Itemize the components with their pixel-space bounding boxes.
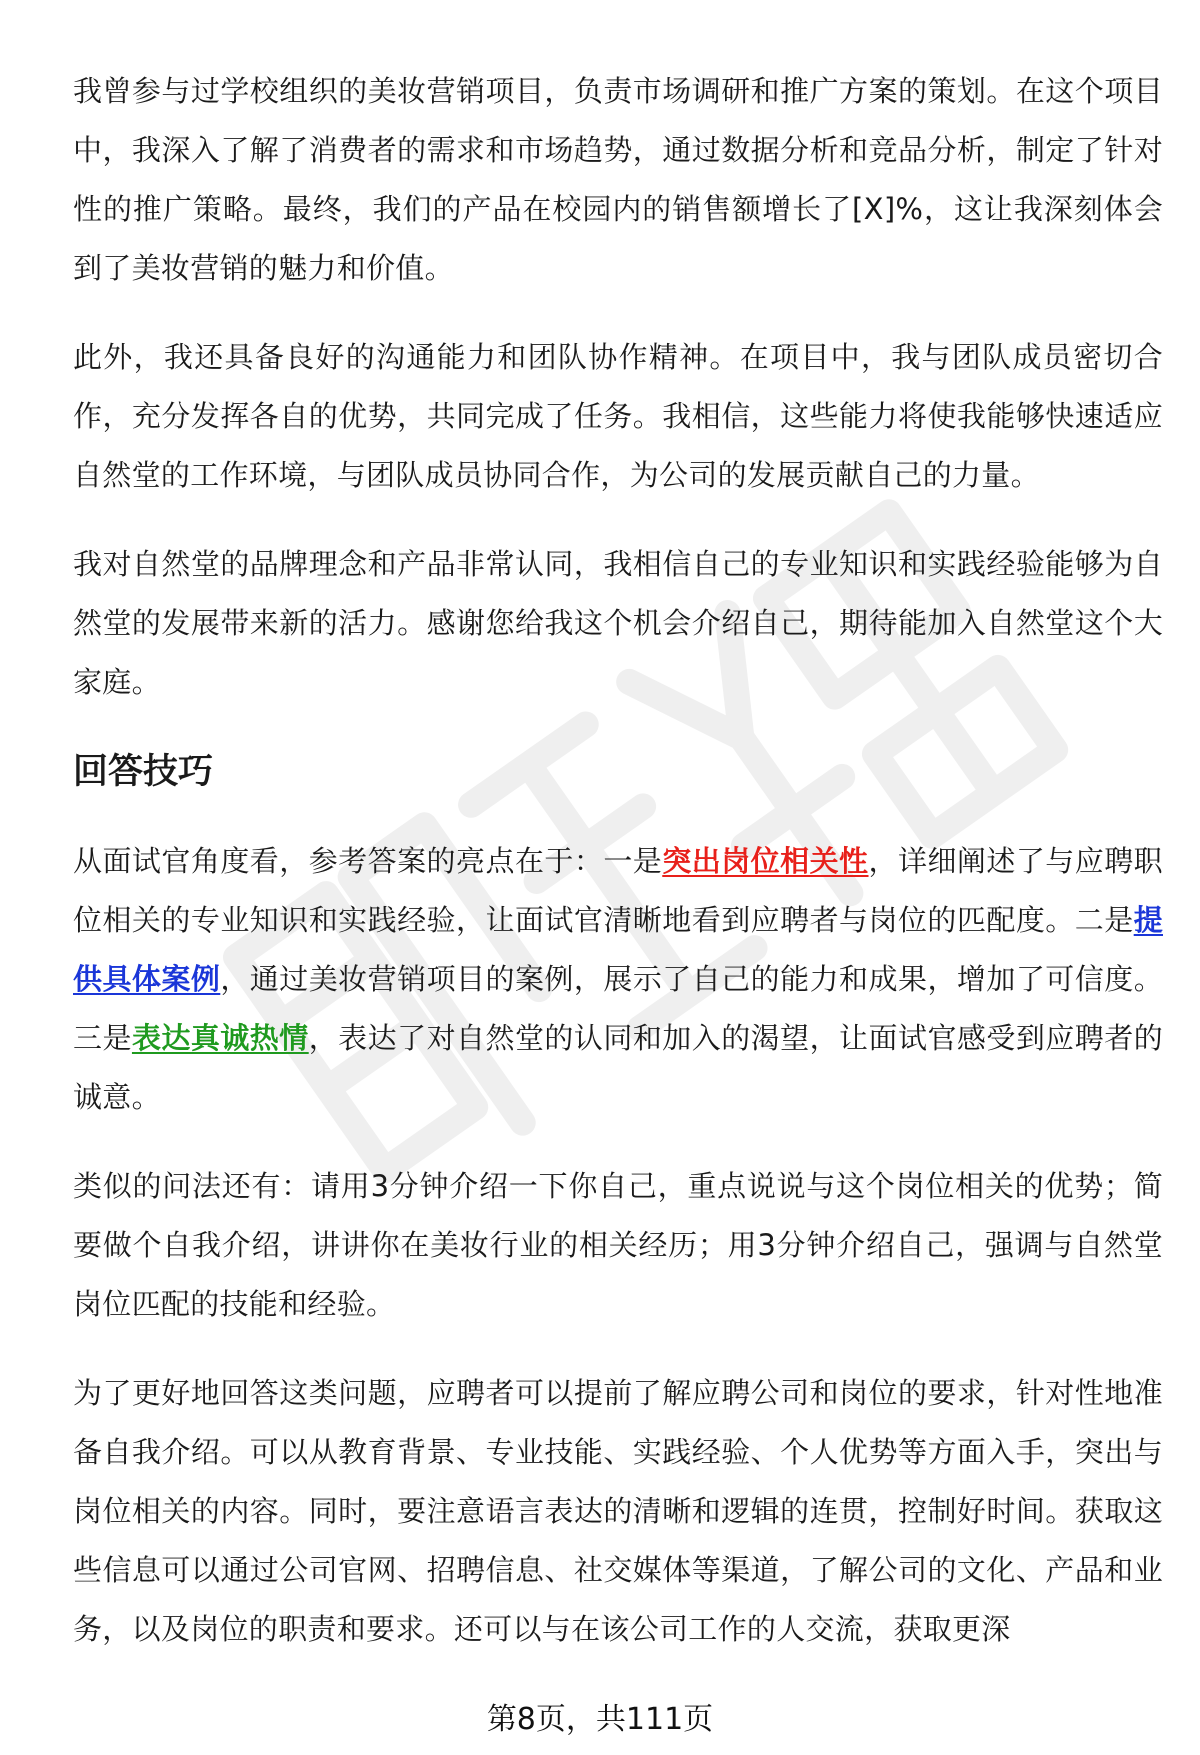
paragraph-tips	[73, 832, 1163, 1127]
paragraph-similar-questions: 类似的问法还有：请用3分钟介绍一下你自己，重点说说与这个岗位相关的优势；简要做个自我介绍，讲讲你在美妆行业的相关经历；用3分钟介绍自己，强调与自然堂岗位匹配的技能和经验。	[73, 1169, 1163, 1321]
document-body	[73, 62, 1163, 1689]
paragraph-teamwork: 此外，我还具备良好的沟通能力和团队协作精神。在项目中，我与团队成员密切合作，充分发挥各自的优势，共同完成了任务。我相信，这些能力将使我能够快速适应自然堂的工作环境，与团队成员协同合作，为公司的发展贡献自己的力量。	[73, 340, 1163, 492]
tips-text-3: ，通过美妆营销项目的案例，展示了自己的能力和成果，增加了可信度。三是	[73, 962, 1163, 1055]
highlight-job-relevance: 突出岗位相关性	[662, 844, 869, 878]
highlight-sincere-enthusiasm: 表达真诚热情	[131, 1021, 309, 1055]
paragraph-project-experience: 我曾参与过学校组织的美妆营销项目，负责市场调研和推广方案的策划。在这个项目中，我深入了解了消费者的需求和市场趋势，通过数据分析和竞品分析，制定了针对性的推广策略。最终，我们的产品在校园内的销售额增长了[X]%，这让我深刻体会到了美妆营销的魅力和价值。	[73, 74, 1163, 285]
page-number-footer: 第8页，共111页	[486, 1702, 714, 1737]
tips-text-4: ，表达了对自然堂的认同和加入的渴望，让面试官感受到应聘者的诚意。	[73, 1021, 1163, 1114]
paragraph-brand-identity: 我对自然堂的品牌理念和产品非常认同，我相信自己的专业知识和实践经验能够为自然堂的发展带来新的活力。感谢您给我这个机会介绍自己，期待能加入自然堂这个大家庭。	[73, 547, 1163, 699]
tips-text-1: 从面试官角度看，参考答案的亮点在于：一是	[73, 844, 663, 878]
section-heading-answer-tips: 回答技巧	[73, 752, 214, 792]
highlight-specific-case: 提供具体案例	[73, 903, 1163, 996]
tips-text-2: ，详细阐述了与应聘职位相关的专业知识和实践经验，让面试官清晰地看到应聘者与岗位的匹配度。二是	[73, 844, 1163, 937]
paragraph-preparation-advice: 为了更好地回答这类问题，应聘者可以提前了解应聘公司和岗位的要求，针对性地准备自我介绍。可以从教育背景、专业技能、实践经验、个人优势等方面入手，突出与岗位相关的内容。同时，要注意语言表达的清晰和逻辑的连贯，控制好时间。获取这些信息可以通过公司官网、招聘信息、社交媒体等渠道，了解公司的文化、产品和业务，以及岗位的职责和要求。还可以与在该公司工作的人交流，获取更深	[73, 1376, 1163, 1646]
